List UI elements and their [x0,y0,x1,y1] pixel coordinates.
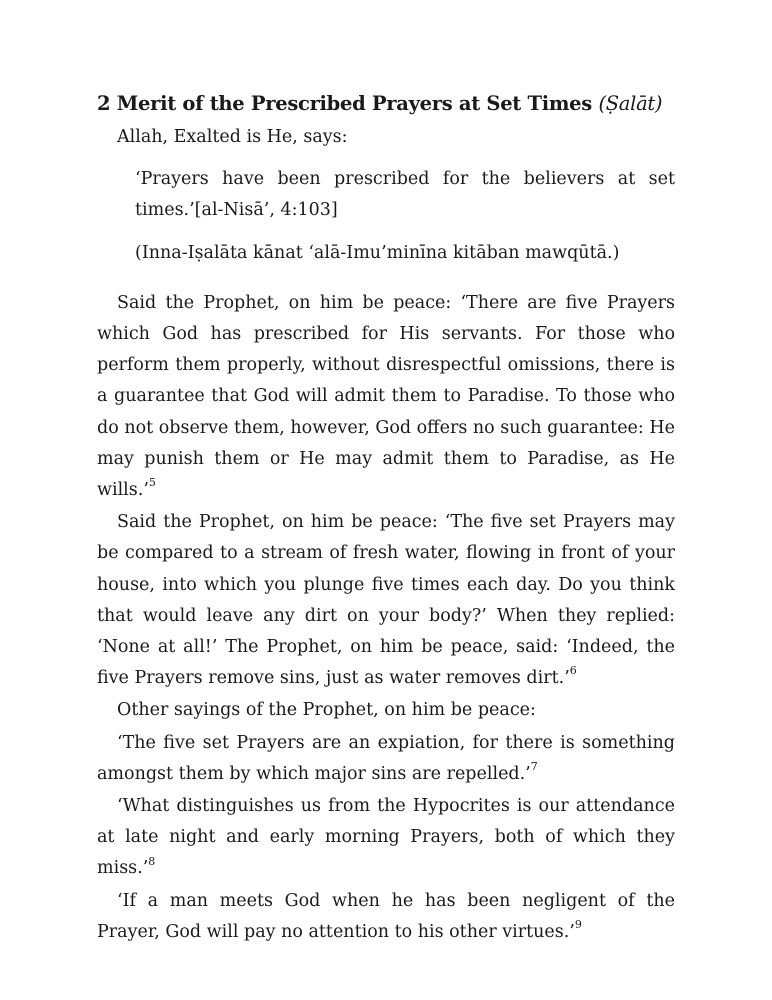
paragraph-text: Other sayings of the Prophet, on him be peace: [117,700,536,721]
paragraph [97,288,675,506]
footnote-ref: 5 [148,476,156,490]
paragraph-text: ‘If a man meets God when he has been negligent of the Prayer, God will pay no attention to his other virtues.’ [97,890,675,942]
paragraph [97,886,675,948]
intro-line: Allah, Exalted is He, says: [117,127,348,147]
paragraph-text: ‘The five set Prayers are an expiation, for there is something amongst them by which major sins are repelled.’ [97,732,675,784]
section-heading [97,88,675,120]
paragraph-text: Said the Prophet, on him be peace: ‘The five set Prayers may be compared to a stream of fresh water, flowing in front of your house, into which you plunge five times each day. Do you think that would leave any dirt on your body?’ When they replied: ‘None at all!’ The Prophet, on him be peace, said: ‘Indeed, the five Prayers remove sins, just as water removes dirt.’ [97,512,675,689]
paragraph [97,791,675,885]
page-body [97,88,675,949]
footnote-ref: 9 [574,918,582,932]
footnote-ref: 7 [530,760,538,774]
paragraph [97,695,675,726]
paragraph [97,728,675,790]
paragraph-text: Said the Prophet, on him be peace: ‘There are five Prayers which God has prescribed for His servants. For those who perform them properly, without disrespectful omissions, there is a guarantee that God will admit them to Paradise. To those who do not observe them, however, God offers no such guarantee: He may punish them or He may admit them to Paradise, as He wills.’ [97,292,675,501]
paragraph-text: ‘What distinguishes us from the Hypocrites is our attendance at late night and early morning Prayers, both of which they miss.’ [97,796,675,879]
quran-quote: ‘Prayers have been prescribed for the believers at set times.’[al-Nisā’, 4:103] [135,169,675,221]
section-heading-text: 2 Merit of the Prescribed Prayers at Set Times [97,92,592,115]
footnote-ref: 6 [569,664,577,678]
transliteration: (Inna-Iṣalāta kānat ‘alā-Imu’minīna kitāban mawqūtā.) [135,242,620,263]
section-heading-italic: (Ṣalāt) [598,92,663,115]
footnote-ref: 8 [148,854,156,868]
paragraph [97,507,675,694]
